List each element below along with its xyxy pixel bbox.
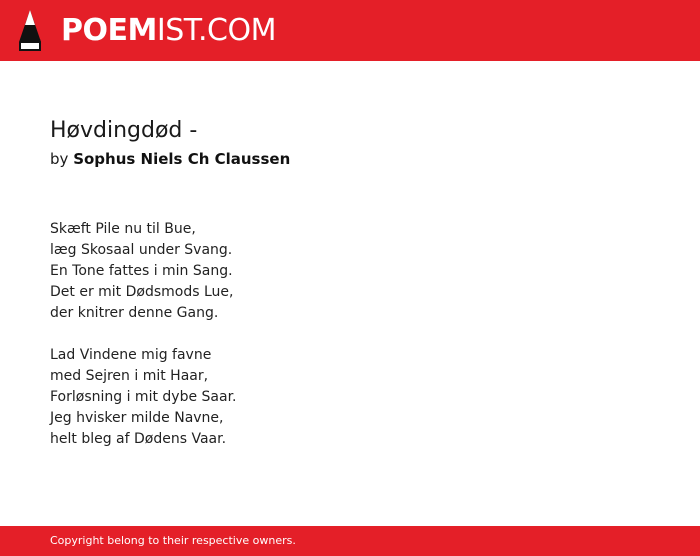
poem-line: Lad Vindene mig favne [50,347,212,363]
logo-light-text: IST.COM [156,13,276,48]
copyright-text: Copyright belong to their respective owners. [50,534,296,547]
poem-line: der knitrer denne Gang. [50,305,219,321]
poem-title: Høvdingdød - [50,118,198,143]
stanza [50,219,650,324]
poem-line: Jeg hvisker milde Navne, [50,410,224,426]
by-label: by [50,150,69,168]
logo-strong-text: POEM [61,13,157,48]
poem-line: Det er mit Dødsmods Lue, [50,284,234,300]
poem-line: læg Skosaal under Svang. [50,242,233,258]
site-logo-text [61,9,276,53]
byline [50,148,650,170]
site-header [0,0,700,61]
site-logo-link[interactable] [16,9,276,53]
stanza [50,345,650,450]
poem-line: helt bleg af Dødens Vaar. [50,431,227,447]
poem-line: En Tone fattes i min Sang. [50,263,233,279]
poem-body [50,219,650,450]
site-footer [0,526,700,556]
author-link[interactable]: Sophus Niels Ch Claussen [73,150,291,168]
pencil-tip-icon [16,9,44,53]
poem-line: Forløsning i mit dybe Saar. [50,389,237,405]
poem-line: Skæft Pile nu til Bue, [50,221,196,237]
poem-line: med Sejren i mit Haar, [50,368,209,384]
poem-content [50,115,650,471]
